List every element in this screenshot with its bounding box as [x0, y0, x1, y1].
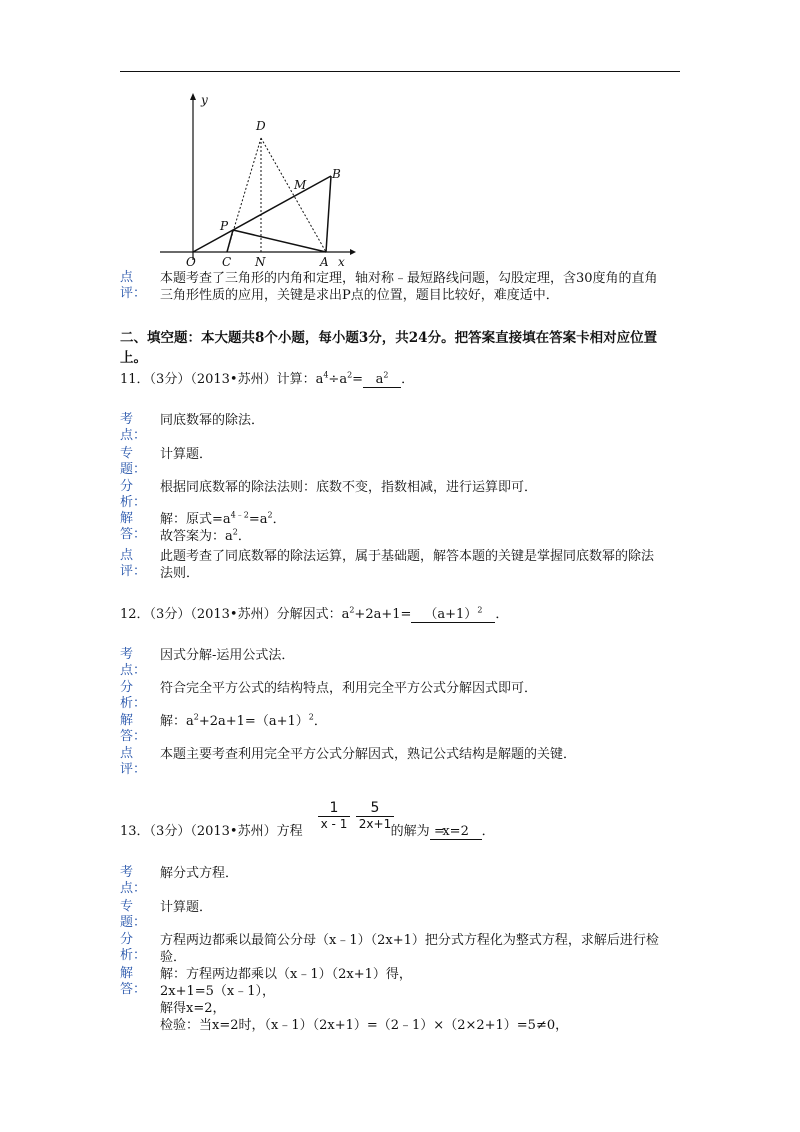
comment-line-1: 本题考查了三角形的内角和定理，轴对称﹣最短路线问题，勾股定理，含30度角的直角: [160, 271, 658, 286]
label-O: O: [186, 255, 196, 268]
label-C: C: [222, 255, 232, 268]
fraction-1: 1 x - 1: [318, 800, 350, 831]
question-11: 11．（3分）（2013•苏州）计算：$a^4\div a^2= a^2$ ．: [120, 370, 415, 387]
label-D: D: [256, 119, 266, 133]
question-13: 13．（3分）（2013•苏州）方程 = 的解为 x=2 ．: [120, 824, 495, 839]
top-rule: [120, 71, 680, 72]
answer-blank: $(a+1)^2$: [411, 608, 495, 623]
label-y: y: [201, 93, 208, 107]
label-x: x: [338, 255, 345, 268]
comment-label: 点评：: [120, 270, 147, 301]
label-P: P: [220, 219, 229, 233]
label-A: A: [320, 255, 329, 268]
question-12: 12．（3分）（2013•苏州）分解因式：$a^2+2a+1= (a+1)^2$ ．: [120, 605, 509, 622]
geometry-figure: [150, 88, 360, 268]
comment-line-2: 三角形性质的应用，关键是求出P点的位置，题目比较好，难度适中．: [160, 288, 559, 303]
label-M: M: [294, 178, 307, 192]
answer-blank: x=2: [430, 825, 482, 840]
label-N: N: [255, 255, 266, 268]
label-B: B: [332, 167, 341, 181]
fraction-2: 5 2x+1: [356, 800, 394, 831]
comment-top: [120, 270, 690, 306]
answer-blank: $a^2$: [363, 373, 401, 388]
section-heading: 二、填空题：本大题共8个小题，每小题3分，共24分。把答案直接填在答案卡相对应位置上。: [120, 330, 658, 366]
